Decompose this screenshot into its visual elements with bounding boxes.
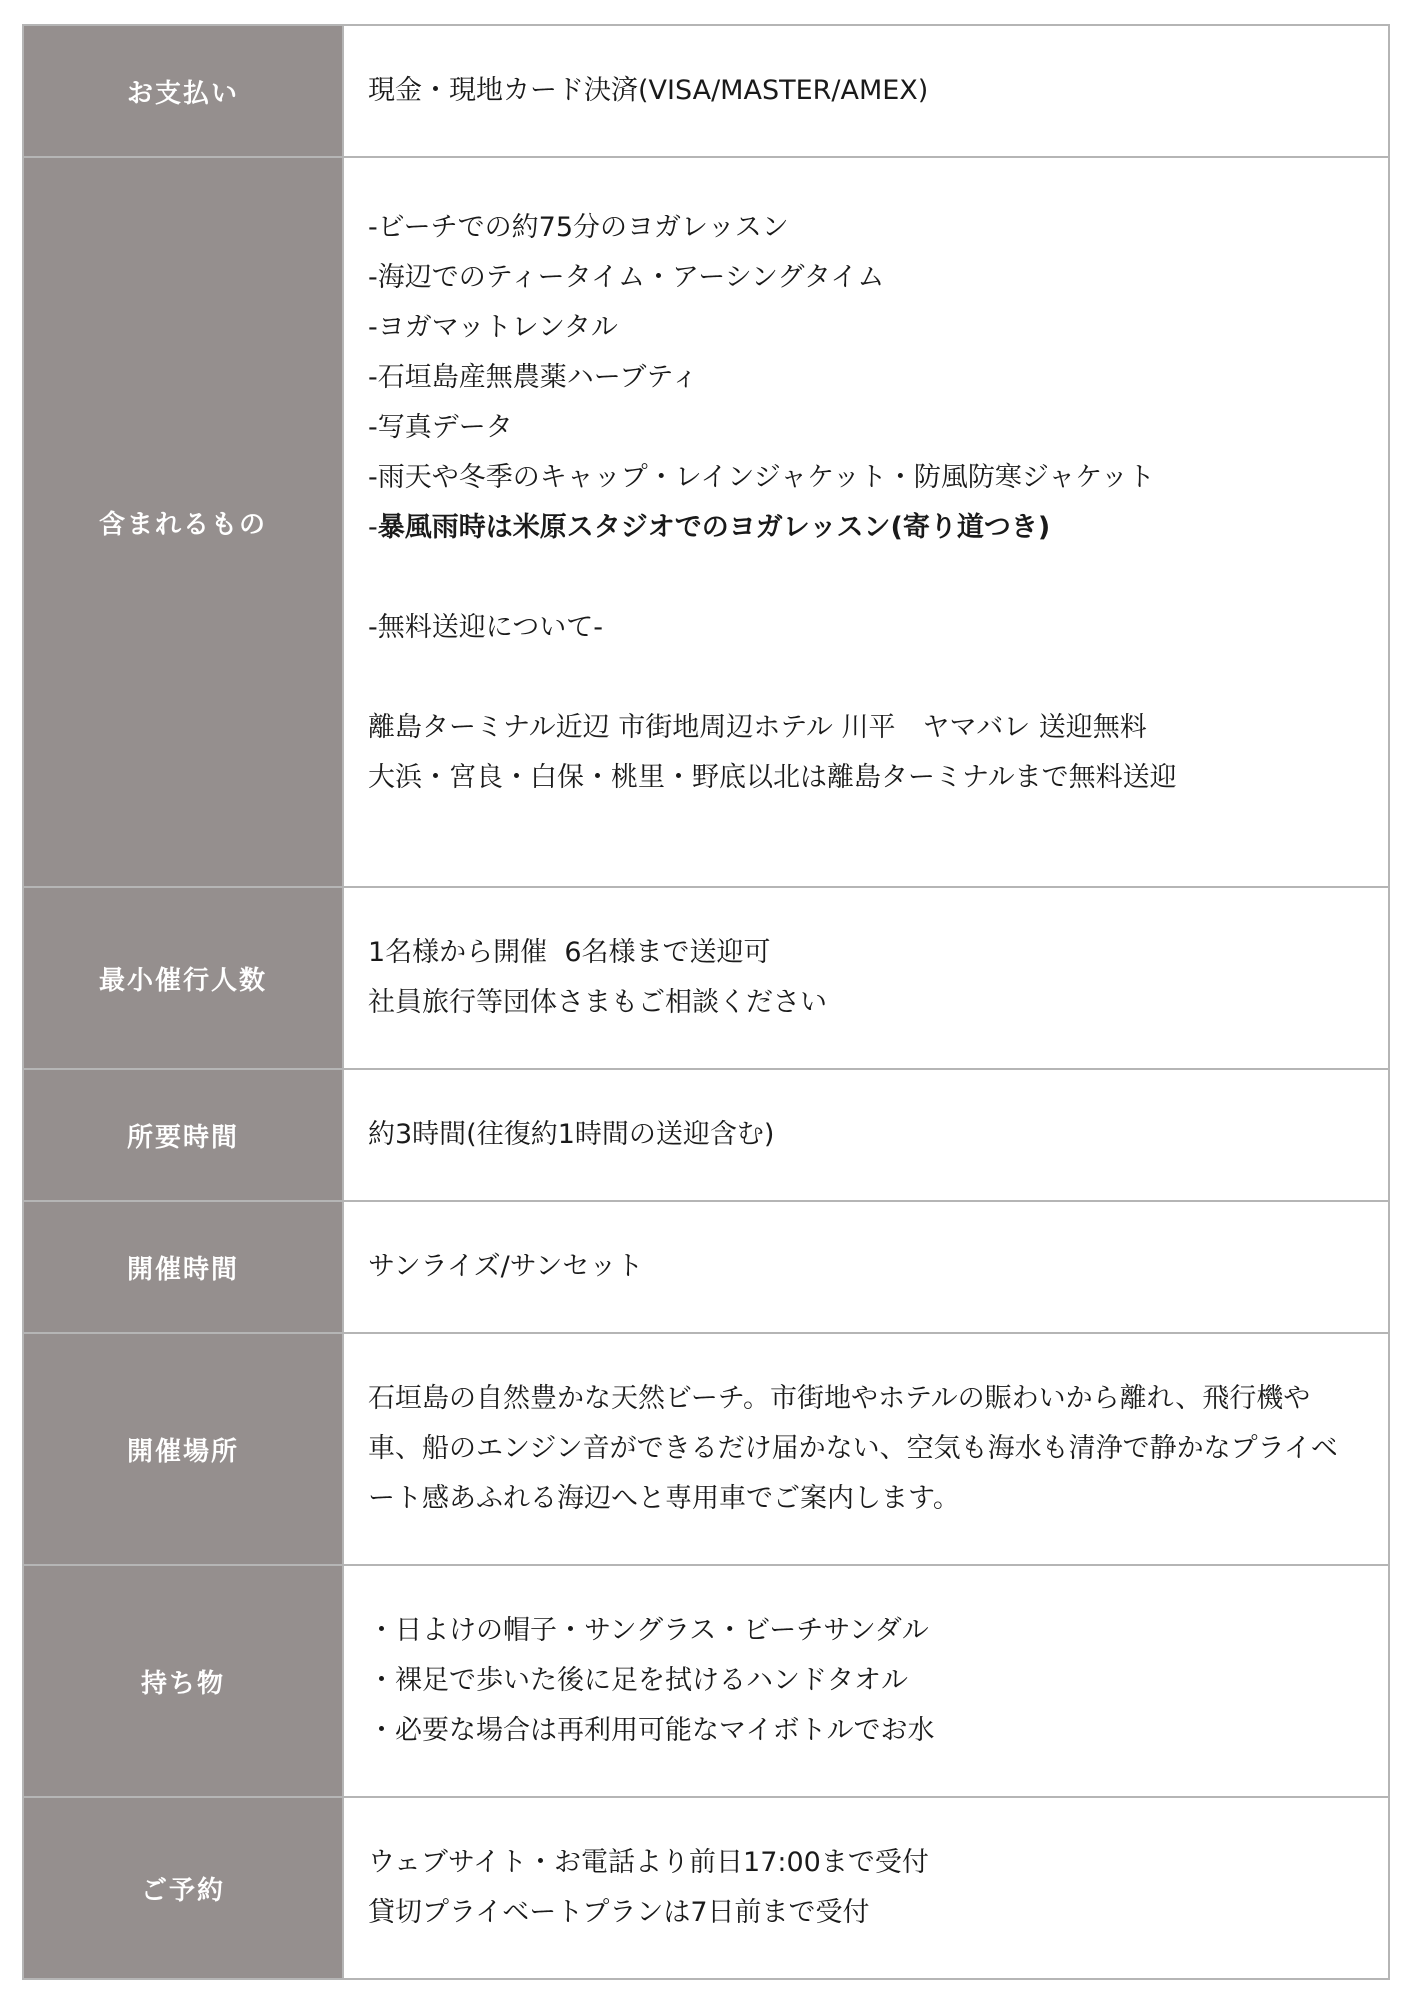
info-table — [22, 24, 1390, 1980]
belonging-item: ・日よけの帽子・サングラス・ビーチサンダル — [368, 1615, 929, 1646]
pickup-line: 離島ターミナル近辺 市街地周辺ホテル 川平 ヤマバレ 送迎無料 — [368, 712, 1147, 743]
belonging-item: ・必要な場合は再利用可能なマイボトルでお水 — [368, 1715, 935, 1746]
row-included — [22, 158, 1390, 888]
row-label-place: 開催場所 — [22, 1334, 342, 1564]
row-label-payment: お支払い — [22, 26, 342, 156]
row-payment — [22, 26, 1390, 158]
value-line: 現金・現地カード決済(VISA/MASTER/AMEX) — [368, 75, 929, 106]
row-label-min-people: 最小催行人数 — [22, 888, 342, 1068]
row-label-included: 含まれるもの — [22, 158, 342, 886]
value-line: 貸切プライベートプランは7日前まで受付 — [368, 1897, 870, 1928]
row-value-reservation — [342, 1798, 1390, 1978]
included-item: -石垣島産無農薬ハーブティ — [368, 362, 699, 393]
value-line: 約3時間(往復約1時間の送迎含む) — [368, 1119, 775, 1150]
row-place — [22, 1334, 1390, 1566]
included-item: -ビーチでの約75分のヨガレッスン — [368, 212, 789, 243]
row-value-belongings — [342, 1566, 1390, 1796]
belonging-item: ・裸足で歩いた後に足を拭けるハンドタオル — [368, 1665, 908, 1696]
value-line: サンライズ/サンセット — [368, 1251, 644, 1282]
row-label-belongings: 持ち物 — [22, 1566, 342, 1796]
place-description: 石垣島の自然豊かな天然ビーチ。市街地やホテルの賑わいから離れ、飛行機や車、船のエンジン音ができるだけ届かない、空気も海水も清浄で静かなプライベート感あふれる海辺へと専用車でご案内します。 — [368, 1383, 1338, 1514]
storm-note-prefix: - — [368, 512, 378, 543]
row-reservation — [22, 1798, 1390, 1980]
row-value-place — [342, 1334, 1390, 1564]
included-item: -雨天や冬季のキャップ・レインジャケット・防風防寒ジャケット — [368, 462, 1155, 493]
pickup-line: 大浜・宮良・白保・桃里・野底以北は離島ターミナルまで無料送迎 — [368, 762, 1177, 793]
included-item: -ヨガマットレンタル — [368, 312, 618, 343]
row-label-time: 開催時間 — [22, 1202, 342, 1332]
row-belongings — [22, 1566, 1390, 1798]
row-time — [22, 1202, 1390, 1334]
pickup-heading: -無料送迎について- — [368, 612, 603, 643]
included-item: -海辺でのティータイム・アーシングタイム — [368, 262, 885, 293]
included-item: -写真データ — [368, 412, 513, 443]
row-min-people — [22, 888, 1390, 1070]
row-label-reservation: ご予約 — [22, 1798, 342, 1978]
value-line: ウェブサイト・お電話より前日17:00まで受付 — [368, 1847, 929, 1878]
value-line: 社員旅行等団体さまもご相談ください — [368, 987, 827, 1018]
row-value-payment — [342, 26, 1390, 156]
row-value-min-people — [342, 888, 1390, 1068]
storm-note-text: 暴風雨時は米原スタジオでのヨガレッスン(寄り道つき) — [377, 512, 1051, 543]
row-label-duration: 所要時間 — [22, 1070, 342, 1200]
storm-note — [368, 503, 1358, 553]
row-value-duration — [342, 1070, 1390, 1200]
row-value-time — [342, 1202, 1390, 1332]
row-duration — [22, 1070, 1390, 1202]
value-line: 1名様から開催 6名様まで送迎可 — [368, 937, 771, 968]
row-value-included — [342, 158, 1390, 886]
